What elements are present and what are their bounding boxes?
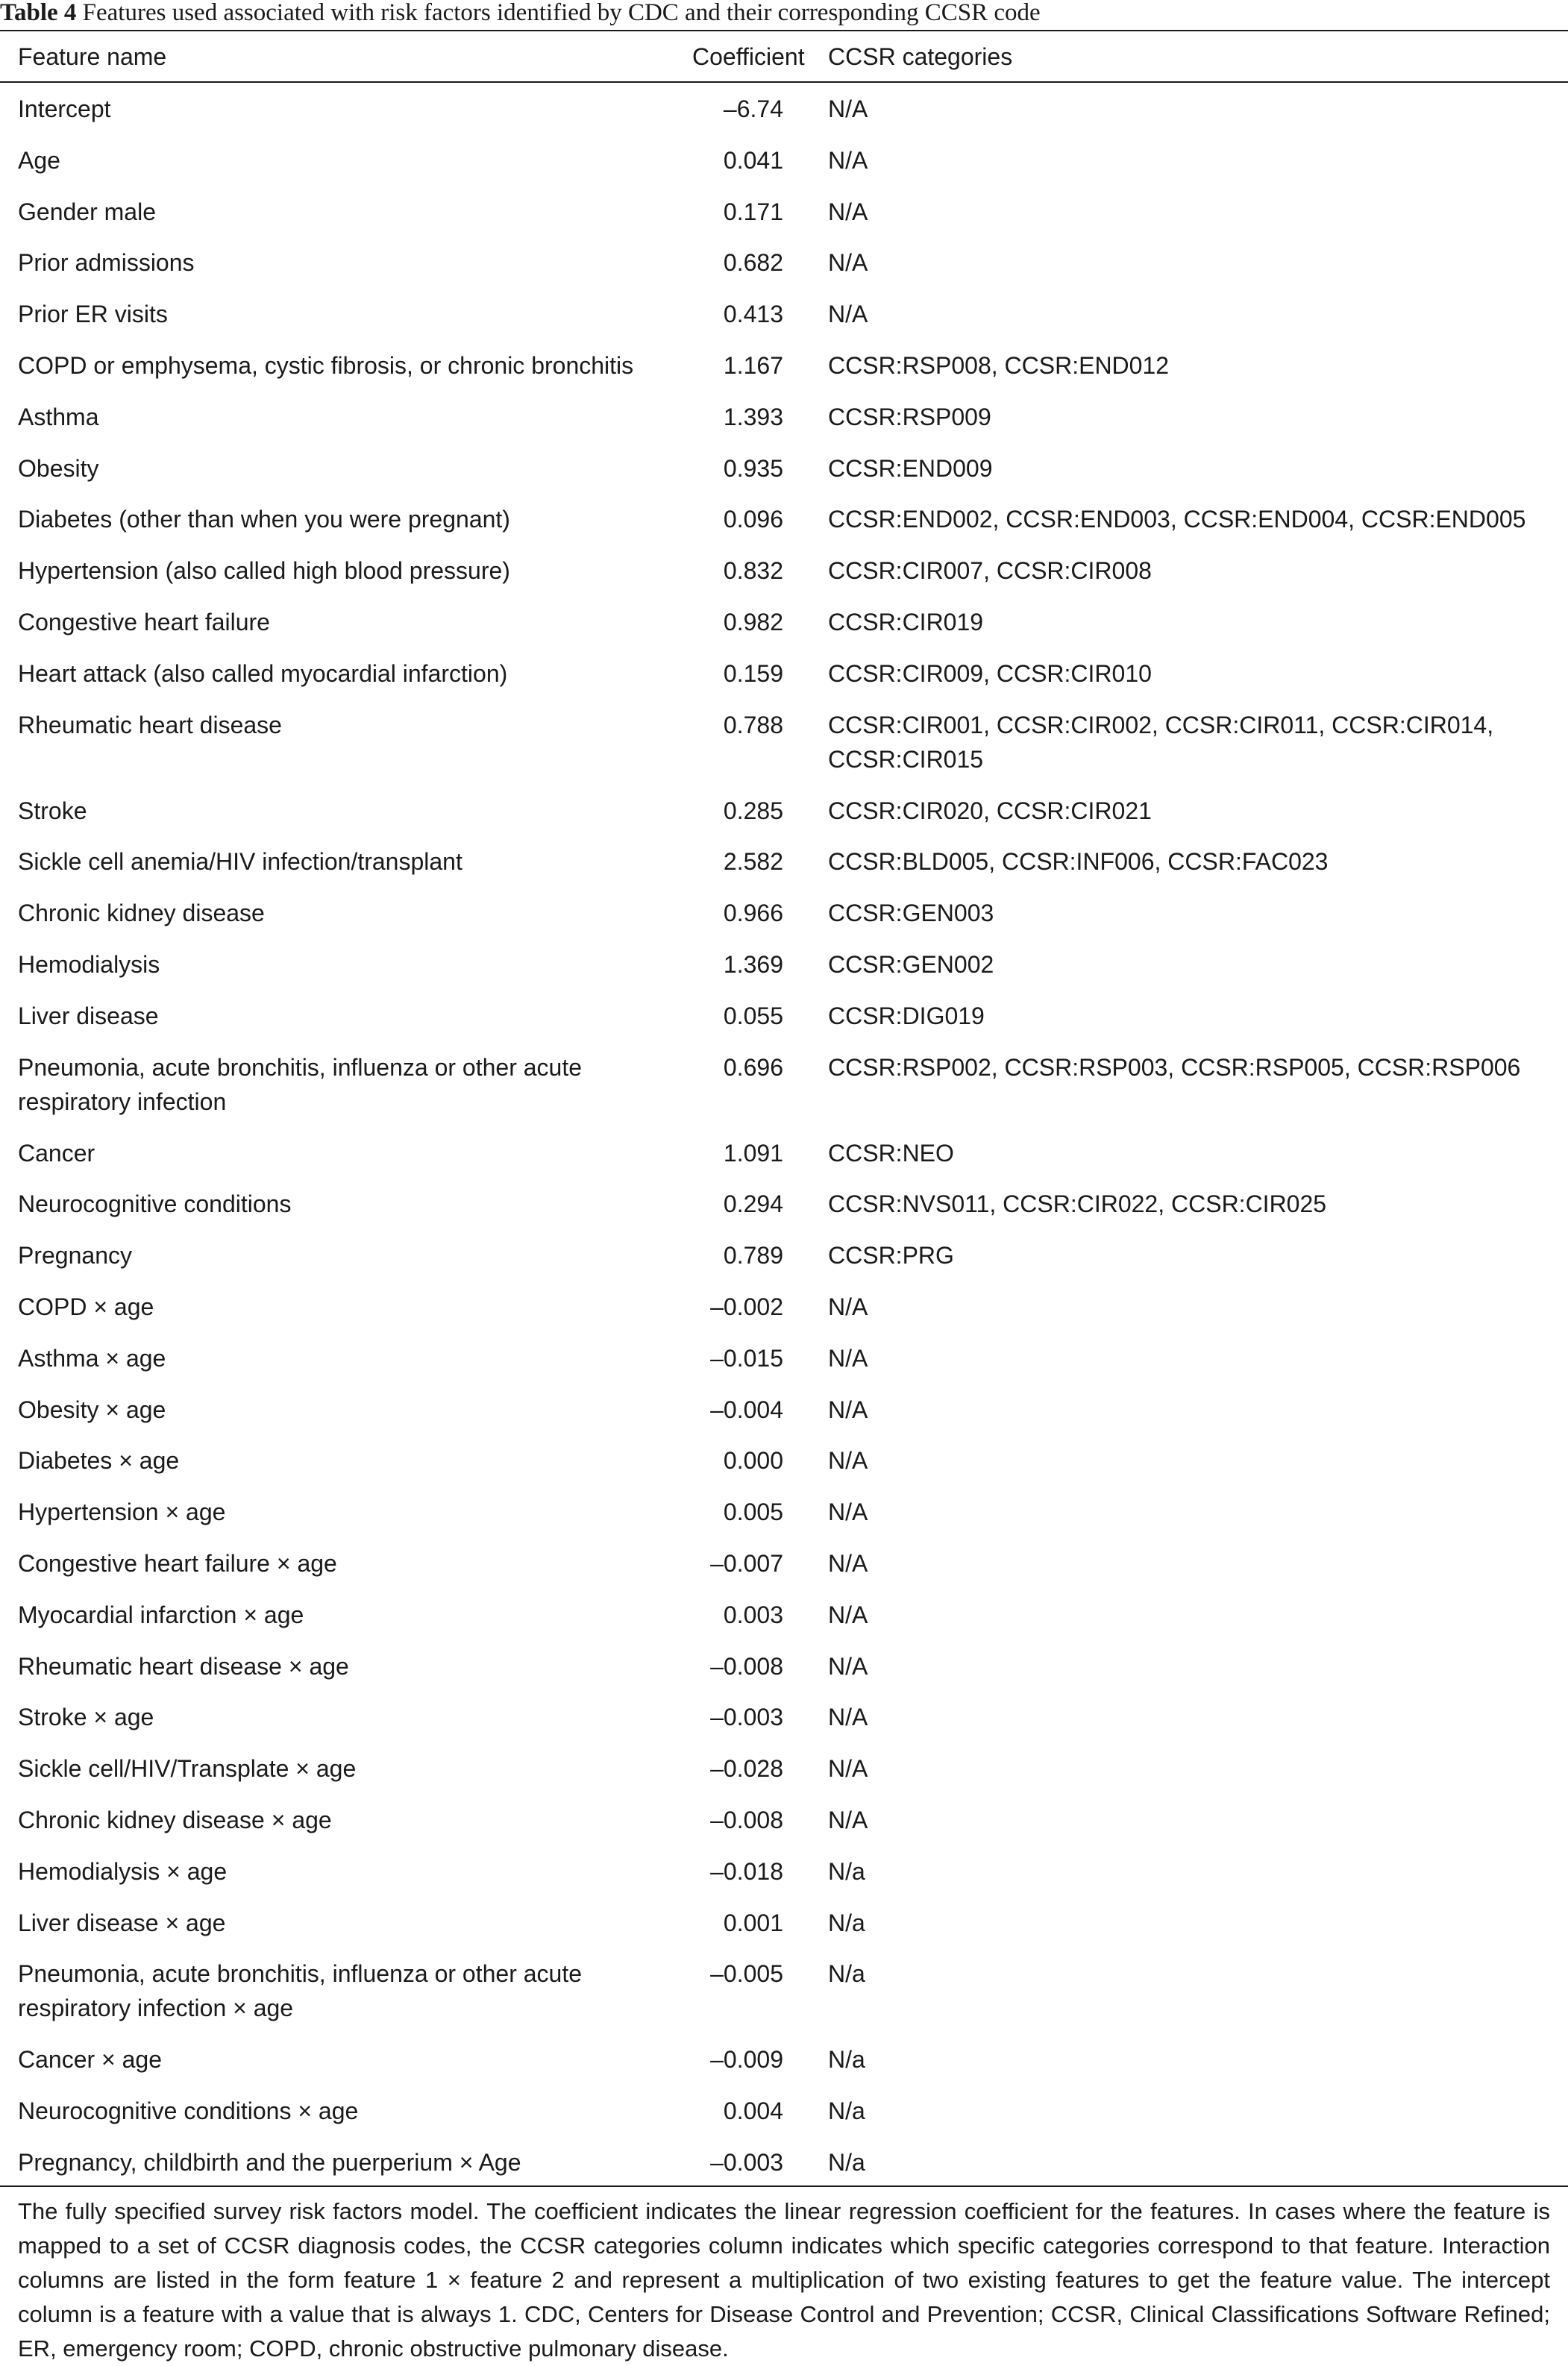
cell-feature-name: Stroke × age [18,1704,154,1731]
cell-ccsr-categories: CCSR:GEN003 [828,900,994,927]
cell-coefficient: 1.167 [723,351,783,379]
cell-feature-name: Neurocognitive conditions [18,1190,292,1218]
cell-feature-name: Rheumatic heart disease [18,711,282,738]
cell-feature-name: COPD × age [18,1293,154,1320]
cell-coefficient: –0.004 [710,1396,783,1423]
table-row [0,887,1568,938]
table-row [0,647,1568,699]
cell-ccsr-categories: CCSR:CIR007, CCSR:CIR008 [828,557,1152,585]
cell-ccsr-categories: N/A [828,1549,868,1577]
table-row [0,391,1568,442]
cell-feature-name: COPD or emphysema, cystic fibrosis, or chronic bronchitis [18,351,634,379]
cell-feature-name: Pregnancy, childbirth and the puerperium × Age [18,2148,521,2176]
cell-coefficient: –0.002 [710,1293,783,1320]
cell-coefficient: –0.005 [710,1960,783,1988]
cell-coefficient: –0.008 [710,1652,783,1680]
table-row [0,1384,1568,1435]
table-caption-text: Features used associated with risk factors identified by CDC and their corresponding CCSR code [76,0,1041,26]
table-row [0,1281,1568,1332]
cell-coefficient: 0.788 [723,711,783,738]
cell-coefficient: 2.582 [723,848,783,876]
table-row [0,1948,1568,2033]
table-row [0,1537,1568,1589]
cell-ccsr-categories: CCSR:CIR001, CCSR:CIR002, CCSR:CIR011, CCSR:CIR014, CCSR:CIR015 [828,711,1494,773]
table-row [0,1897,1568,1948]
table-row [0,785,1568,836]
cell-ccsr-categories: CCSR:END009 [828,454,993,482]
cell-feature-name: Obesity [18,454,99,482]
table-row [0,1742,1568,1794]
cell-coefficient: –0.028 [710,1755,783,1783]
table-row [0,1434,1568,1486]
cell-ccsr-categories: N/a [828,1960,865,1988]
cell-ccsr-categories: CCSR:BLD005, CCSR:INF006, CCSR:FAC023 [828,848,1329,876]
table-header-row [0,31,1568,81]
cell-coefficient: 0.413 [723,301,783,328]
table-row [0,596,1568,647]
cell-feature-name: Chronic kidney disease × age [18,1806,332,1833]
table-row [0,835,1568,887]
table-row [0,1640,1568,1692]
cell-ccsr-categories: N/a [828,2097,865,2125]
cell-ccsr-categories: N/A [828,1755,868,1783]
table-body [0,83,1568,2188]
cell-ccsr-categories: N/A [828,146,868,174]
cell-coefficient: 0.935 [723,454,783,482]
table-row [0,1589,1568,1640]
cell-coefficient: 1.091 [723,1139,783,1167]
cell-coefficient: 0.096 [723,506,783,533]
cell-ccsr-categories: N/A [828,1704,868,1731]
table-row [0,1845,1568,1897]
table-caption-label: Table 4 [0,0,77,26]
cell-coefficient: 0.682 [723,249,783,277]
cell-coefficient: 0.696 [723,1053,783,1081]
cell-ccsr-categories: CCSR:CIR009, CCSR:CIR010 [828,659,1152,687]
cell-coefficient: –0.007 [710,1549,783,1577]
table-row [0,2033,1568,2085]
table-row [0,1229,1568,1281]
cell-feature-name: Prior admissions [18,249,195,277]
cell-coefficient: 0.004 [723,2097,783,2125]
cell-feature-name: Rheumatic heart disease × age [18,1652,349,1680]
cell-coefficient: 0.055 [723,1002,783,1029]
cell-coefficient: –0.009 [710,2046,783,2074]
table-caption [0,0,1568,30]
table-row [0,339,1568,391]
cell-coefficient: 0.041 [723,146,783,174]
cell-coefficient: –0.015 [710,1344,783,1372]
table-row [0,699,1568,785]
cell-feature-name: Cancer × age [18,2046,163,2074]
cell-feature-name: Stroke [18,797,87,824]
table-row [0,2085,1568,2136]
cell-feature-name: Asthma × age [18,1344,166,1372]
table-row [0,442,1568,494]
table-row [0,990,1568,1041]
cell-coefficient: 0.000 [723,1447,783,1475]
cell-coefficient: 0.285 [723,797,783,824]
cell-coefficient: 0.003 [723,1601,783,1628]
cell-coefficient: –0.003 [710,2148,783,2176]
cell-feature-name: Liver disease × age [18,1909,226,1936]
table-row [0,186,1568,237]
cell-ccsr-categories: N/a [828,1909,865,1936]
cell-ccsr-categories: N/A [828,249,868,277]
cell-ccsr-categories: N/A [828,1652,868,1680]
cell-feature-name: Prior ER visits [18,301,168,328]
cell-feature-name: Intercept [18,95,111,122]
cell-ccsr-categories: N/A [828,301,868,328]
cell-ccsr-categories: CCSR:RSP009 [828,403,991,430]
cell-feature-name: Pneumonia, acute bronchitis, influenza or other acute respiratory infection [18,1053,583,1115]
table-row [0,236,1568,288]
table-footnote: The fully specified survey risk factors model. The coefficient indicates the linear regression coefficient for the features. In cases where the feature is mapped to a set of CCSR diagnosis codes, the CCSR categories column indicates which specific categories correspond to that feature. Interaction columns are listed in the form feature 1 × feature 2 and represent a multiplication of two existing features to get the feature value. The intercept column is a feature with a value that is always 1. CDC, Centers for Disease Control and Prevention; CCSR, Clinical Classifications Software Refined; ER, emergency room; COPD, chronic obstructive pulmonary disease. [18,2198,1550,2362]
cell-feature-name: Diabetes (other than when you were pregnant) [18,506,510,533]
table-row [0,2136,1568,2188]
cell-coefficient: 0.832 [723,557,783,585]
cell-coefficient: 0.159 [723,659,783,687]
table-row [0,1332,1568,1384]
cell-feature-name: Hypertension (also called high blood pressure) [18,557,510,585]
cell-ccsr-categories: CCSR:END002, CCSR:END003, CCSR:END004, CCSR:END005 [828,506,1526,533]
cell-coefficient: –0.003 [710,1704,783,1731]
cell-ccsr-categories: CCSR:NVS011, CCSR:CIR022, CCSR:CIR025 [828,1190,1327,1218]
cell-feature-name: Hemodialysis × age [18,1857,228,1885]
cell-feature-name: Hypertension × age [18,1499,226,1526]
table-row [0,288,1568,339]
cell-feature-name: Chronic kidney disease [18,900,265,927]
table-row [0,1127,1568,1179]
cell-ccsr-categories: N/A [828,198,868,225]
cell-feature-name: Pregnancy [18,1242,132,1270]
cell-coefficient: 1.393 [723,403,783,430]
cell-ccsr-categories: N/a [828,2046,865,2074]
cell-feature-name: Cancer [18,1139,95,1167]
cell-ccsr-categories: CCSR:NEO [828,1139,954,1167]
table-row [0,1486,1568,1537]
cell-feature-name: Gender male [18,198,156,225]
cell-ccsr-categories: CCSR:PRG [828,1242,954,1270]
table-row [0,134,1568,186]
cell-ccsr-categories: N/A [828,1499,868,1526]
cell-feature-name: Obesity × age [18,1396,166,1423]
cell-coefficient: –0.008 [710,1806,783,1833]
cell-feature-name: Congestive heart failure × age [18,1549,337,1577]
cell-ccsr-categories: N/A [828,1344,868,1372]
header-feature-name: Feature name [18,43,167,70]
cell-feature-name: Liver disease [18,1002,159,1029]
cell-feature-name: Myocardial infarction × age [18,1601,304,1628]
table-row [0,1794,1568,1845]
cell-feature-name: Age [18,146,60,174]
cell-ccsr-categories: CCSR:RSP002, CCSR:RSP003, CCSR:RSP005, CCSR:RSP006 [828,1053,1521,1081]
cell-coefficient: 0.982 [723,608,783,636]
cell-feature-name: Hemodialysis [18,950,160,978]
cell-ccsr-categories: CCSR:RSP008, CCSR:END012 [828,351,1170,379]
cell-ccsr-categories: N/A [828,95,868,122]
cell-ccsr-categories: N/A [828,1447,868,1475]
cell-ccsr-categories: CCSR:CIR019 [828,608,984,636]
cell-ccsr-categories: N/a [828,1857,865,1885]
cell-coefficient: 0.171 [723,198,783,225]
cell-ccsr-categories: N/A [828,1806,868,1833]
cell-ccsr-categories: N/a [828,2148,865,2176]
cell-feature-name: Asthma [18,403,99,430]
table-row [0,545,1568,596]
cell-coefficient: 1.369 [723,950,783,978]
header-ccsr-categories: CCSR categories [828,43,1013,70]
cell-ccsr-categories: CCSR:CIR020, CCSR:CIR021 [828,797,1152,824]
cell-feature-name: Pneumonia, acute bronchitis, influenza or other acute respiratory infection × age [18,1960,583,2022]
cell-feature-name: Diabetes × age [18,1447,180,1475]
cell-feature-name: Heart attack (also called myocardial infarction) [18,659,508,687]
cell-ccsr-categories: CCSR:GEN002 [828,950,994,978]
table-row [0,1178,1568,1229]
table-row [0,938,1568,990]
cell-ccsr-categories: N/A [828,1293,868,1320]
cell-coefficient: 0.001 [723,1909,783,1936]
cell-coefficient: 0.789 [723,1242,783,1270]
cell-ccsr-categories: CCSR:DIG019 [828,1002,985,1029]
cell-coefficient: 0.005 [723,1499,783,1526]
table-row [0,1041,1568,1127]
cell-feature-name: Sickle cell/HIV/Transplate × age [18,1755,357,1783]
cell-ccsr-categories: N/A [828,1601,868,1628]
cell-coefficient: –6.74 [723,95,783,122]
header-coefficient: Coefficient [692,43,805,70]
cell-coefficient: –0.018 [710,1857,783,1885]
cell-feature-name: Sickle cell anemia/HIV infection/transplant [18,848,462,876]
cell-feature-name: Congestive heart failure [18,608,270,636]
cell-coefficient: 0.294 [723,1190,783,1218]
table-row [0,493,1568,545]
table-row [0,1691,1568,1742]
table-bottom-rule [0,2185,1568,2187]
table-row [0,83,1568,134]
cell-feature-name: Neurocognitive conditions × age [18,2097,359,2125]
cell-ccsr-categories: N/A [828,1396,868,1423]
cell-coefficient: 0.966 [723,900,783,927]
